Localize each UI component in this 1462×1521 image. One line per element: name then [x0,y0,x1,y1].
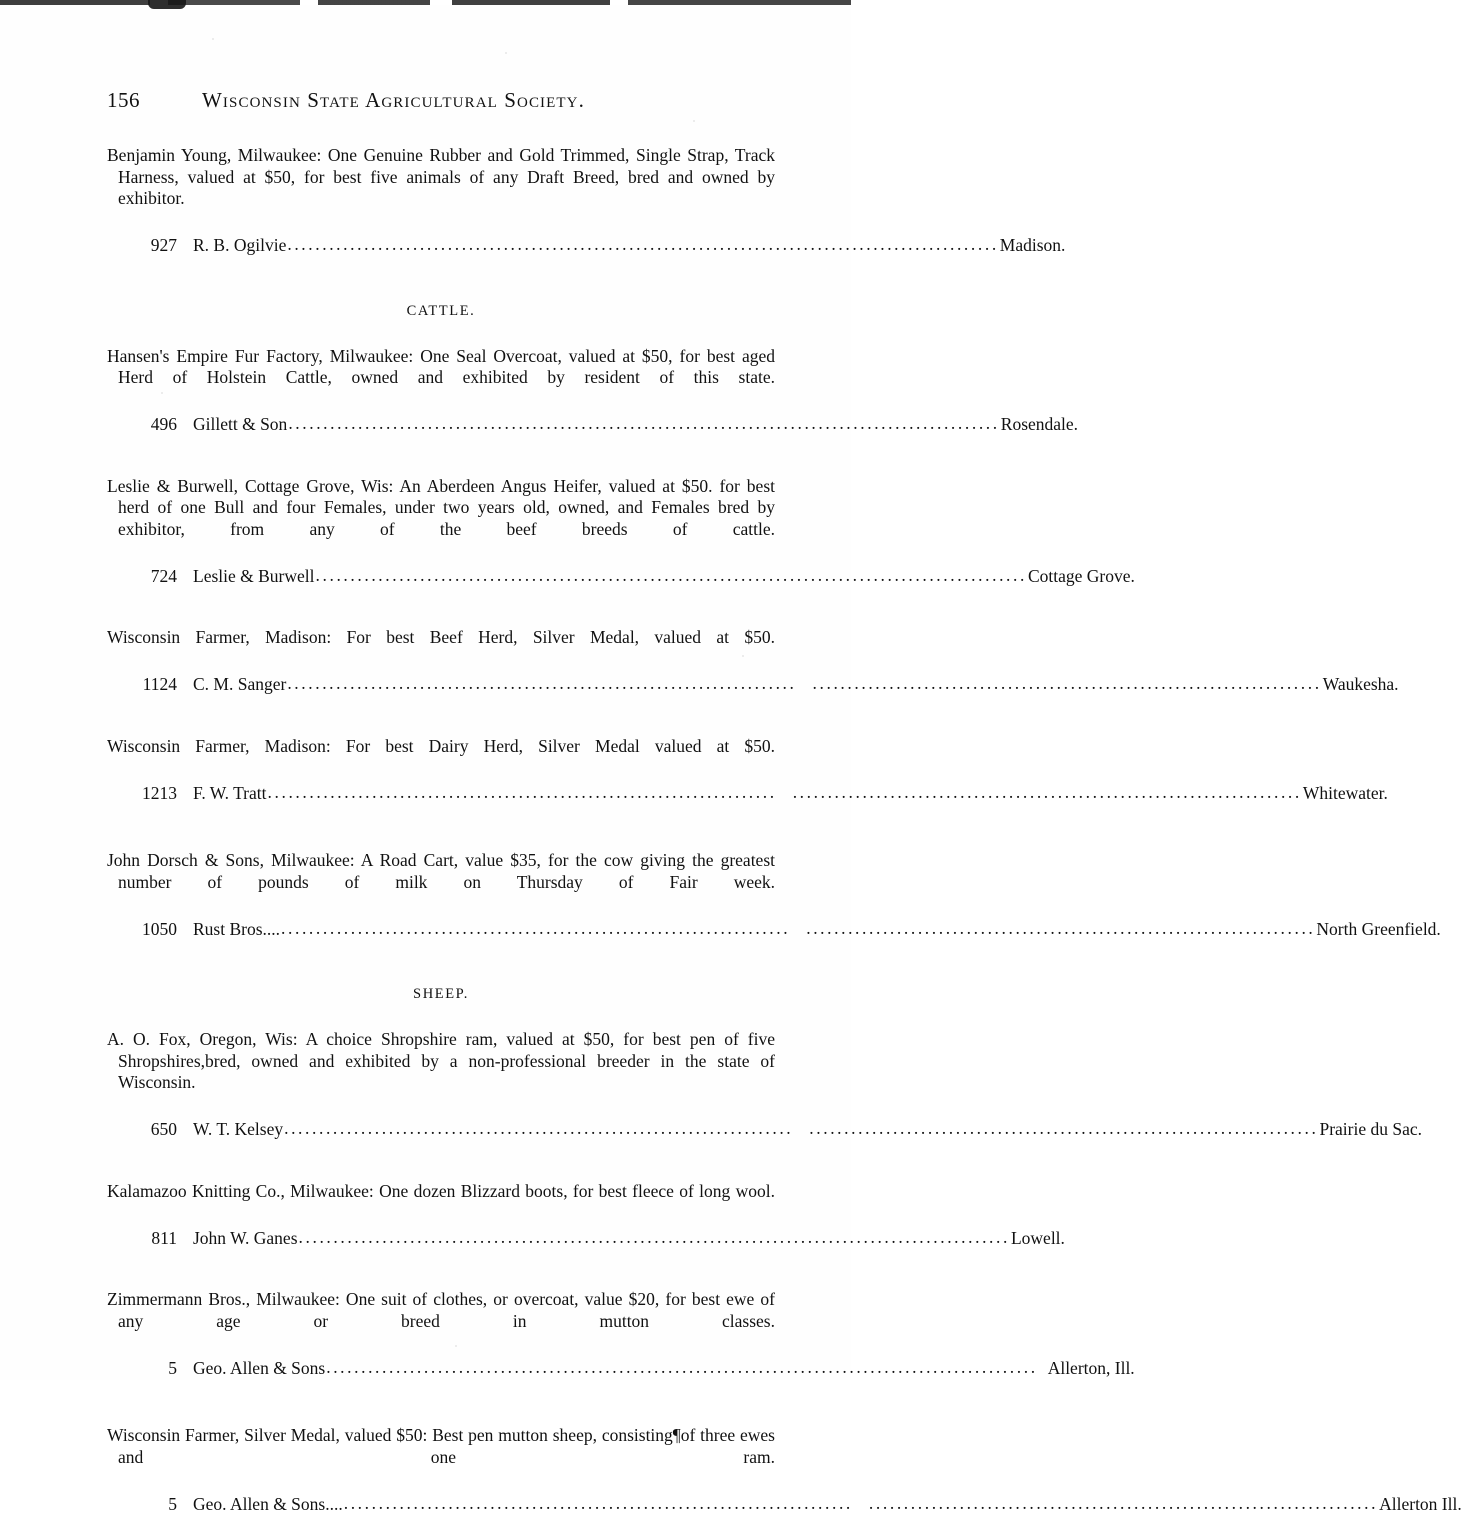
award-place: North Greenfield. [1316,918,1441,939]
award-recipient: Rust Bros.... [193,918,281,939]
award-recipient: Leslie & Burwell [193,565,315,586]
spacer [107,320,775,346]
premium-entry [107,1425,1462,1515]
scan-edge-artifact [0,0,851,5]
award-line [107,1227,1065,1250]
award-number: 1050 [142,918,177,939]
leader-dots-gap [793,1118,809,1140]
award-number: 811 [151,1227,177,1248]
spacer [107,1147,775,1181]
paper-speckle [505,52,507,54]
award-line [107,235,1066,257]
award-line [107,414,1079,436]
donor-description: Wisconsin Farmer, Madison: For best Dairy Herd, Silver Medal valued at $50. [107,735,775,756]
premium-entry [107,1029,1423,1141]
award-number: 5 [168,1493,177,1514]
award-line [107,1357,1135,1380]
award-recipient: F. W. Tratt [193,782,267,803]
premium-entry [107,345,1079,436]
award-recipient: C. M. Sanger [193,674,287,694]
premium-entry [107,627,1399,696]
spacer [107,1003,775,1029]
award-number: 1213 [142,782,177,803]
award-place: Whitewater. [1302,782,1388,803]
award-number: 1124 [142,674,177,694]
award-line [107,782,1388,805]
premium-entry [107,850,1441,940]
leader-dots-right [793,782,1302,804]
award-number: 724 [150,565,177,586]
award-recipient: Geo. Allen & Sons [193,1357,326,1378]
award-recipient: Geo. Allen & Sons.... [193,1493,343,1514]
donor-description: Leslie & Burwell, Cottage Grove, Wis: An Aberdeen Angus Heifer, valued at $50. for best herd of one Bull and four Females, under two years old, owned, and Females bred by exhibitor, from any of the beef breeds of cattle. [107,475,775,539]
leader-dots-gap [777,782,793,804]
donor-description: A. O. Fox, Oregon, Wis: A choice Shropshire ram, valued at $50, for best pen of five Shropshires,bred, owned and exhibited by a non-professional breeder in the state of Wisconsin. [107,1029,775,1092]
award-line [107,918,1441,941]
award-recipient: W. T. Kelsey [193,1119,284,1139]
page-number: 156 [107,88,140,112]
award-place: Waukesha. [1322,674,1399,694]
donor-description: Kalamazoo Knitting Co., Milwaukee: One dozen Blizzard boots, for best fleece of long wool. [107,1180,775,1201]
award-line [107,674,1399,696]
leader-dots [298,1227,1011,1249]
spacer [107,702,775,736]
leader-dots [267,782,1303,804]
leader-dots-left [344,1493,853,1515]
leader-dots [343,1493,1379,1515]
leader-dots-left [268,782,777,804]
paper-speckle [693,120,695,122]
spacer [107,810,775,850]
donor-description: Zimmermann Bros., Milwaukee: One suit of clothes, or overcoat, value $20, for best ewe of any age or breed in mutton classes. [107,1289,775,1331]
donor-description: John Dorsch & Sons, Milwaukee: A Road Cart, value $35, for the cow giving the greatest number of pounds of milk on Thursday of Fair week. [107,850,775,892]
premium-entry [107,145,1066,257]
leader-dots-right [809,1118,1318,1140]
award-place: Allerton Ill. [1379,1493,1462,1514]
award-recipient: John W. Ganes [193,1227,298,1248]
leader-dots-left [287,673,796,695]
donor-description: Hansen's Empire Fur Factory, Milwaukee: One Seal Overcoat, valued at $50, for best aged Herd of Holstein Cattle, owned and exhibited by resident of this state. [107,345,775,387]
award-line [107,1119,1423,1141]
award-number: 650 [150,1119,177,1139]
award-place: Allerton, Ill. [1047,1357,1135,1378]
donor-description: Wisconsin Farmer, Madison: For best Beef Herd, Silver Medal, valued at $50. [107,627,775,647]
leader-dots-gap [853,1493,869,1515]
leader-dots [280,918,1316,940]
spacer [107,946,775,986]
leader-dots-left [281,918,790,940]
spacer [107,593,775,627]
paper-speckle [212,38,214,40]
premium-entry [107,1289,1135,1379]
spacer [107,263,775,303]
premium-entry [107,735,1388,805]
award-place: Madison. [999,235,1066,255]
leader-dots-right [869,1493,1378,1515]
leader-dots [287,413,1000,435]
award-number: 5 [168,1357,177,1378]
premium-entry [107,1180,1065,1250]
leader-dots-gap [797,673,813,695]
leader-dots-right [806,918,1315,940]
award-number: 927 [150,235,177,255]
award-place: Lowell. [1010,1227,1065,1248]
leader-dots [325,1357,1038,1379]
award-recipient: Gillett & Son [193,414,288,434]
award-place: Rosendale. [1000,414,1079,434]
award-place: Prairie du Sac. [1319,1119,1423,1139]
award-number: 496 [150,414,177,434]
leader-dots [286,234,999,256]
spacer [107,442,775,476]
leader-dots-left [284,1118,793,1140]
award-line [107,565,1135,588]
award-recipient: R. B. Ogilvie [193,235,287,255]
leader-dots-gap [790,918,806,940]
spacer [107,1255,775,1289]
scan-edge-blot-artifact [148,0,186,9]
leader-dots [315,565,1028,587]
page-body [107,145,1462,1521]
leader-dots [283,1118,1319,1140]
leader-dots [286,673,1322,695]
spacer [107,1385,775,1425]
leader-dots-right [813,673,1322,695]
running-head [107,88,775,116]
award-place: Cottage Grove. [1027,565,1135,586]
award-line [107,1493,1462,1516]
donor-description: Benjamin Young, Milwaukee: One Genuine Rubber and Gold Trimmed, Single Strap, Track Harness, valued at $50, for best five animals of any Draft Breed, bred and owned by exhibitor. [107,145,775,208]
page-title: Wisconsin State Agricultural Society. [202,88,585,112]
section-heading-cattle: CATTLE. [406,302,476,319]
donor-description: Wisconsin Farmer, Silver Medal, valued $50: Best pen mutton sheep, consisting¶of three ewes and one ram. [107,1425,775,1467]
section-heading-sheep: SHEEP. [413,986,469,1002]
premium-entry [107,475,1135,588]
